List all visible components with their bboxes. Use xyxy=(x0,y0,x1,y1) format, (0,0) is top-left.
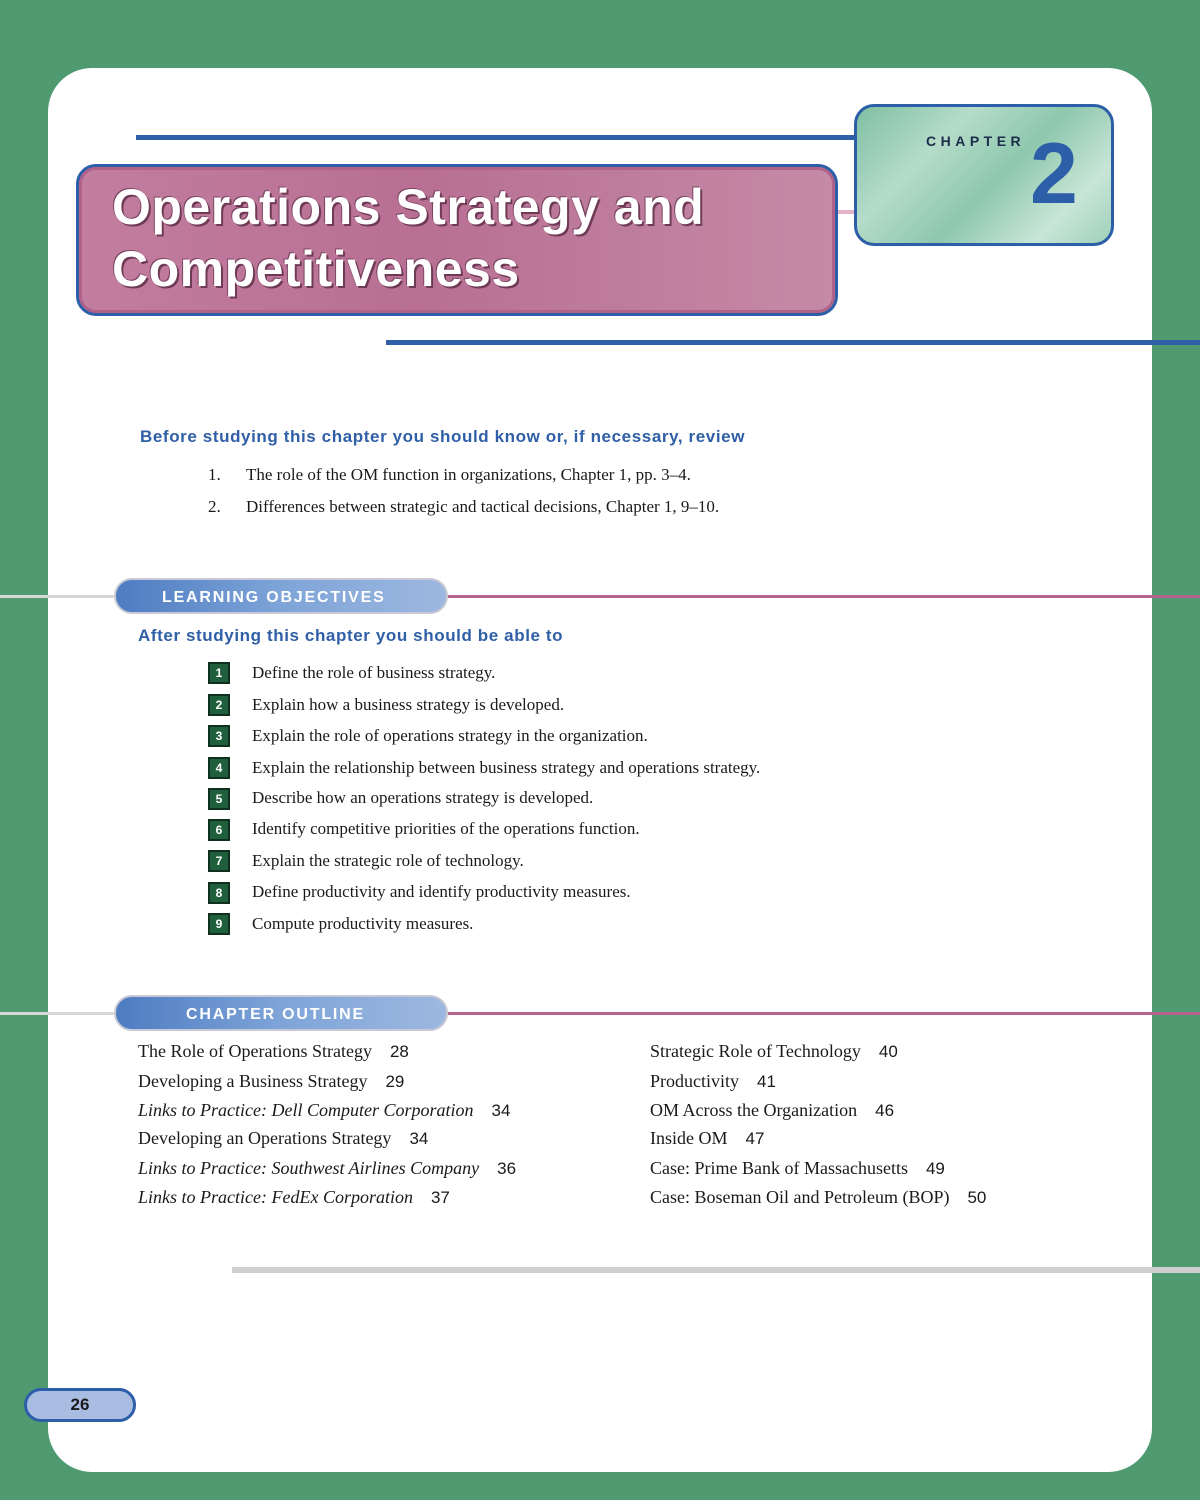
outline-item-page: 40 xyxy=(878,1042,898,1061)
objective-number-box: 3 xyxy=(208,725,230,747)
objective-item: Explain how a business strategy is developed. xyxy=(252,695,565,714)
prereq-item: Differences between strategic and tactical decisions, Chapter 1, 9–10. xyxy=(246,497,720,516)
outline-item-title: Developing an Operations Strategy xyxy=(138,1128,392,1148)
outline-item-title: Case: Prime Bank of Massachusetts xyxy=(650,1158,908,1178)
outline-item-page: 34 xyxy=(491,1101,511,1120)
objective-item: Explain the relationship between business strategy and operations strategy. xyxy=(252,758,761,777)
outline-band-left xyxy=(0,1012,120,1015)
objective-item: Explain the role of operations strategy in the organization. xyxy=(252,726,648,745)
chapter-number: 2 xyxy=(1030,126,1078,222)
objective-number-box: 9 xyxy=(208,913,230,935)
outline-item-title: The Role of Operations Strategy xyxy=(138,1041,372,1061)
prereq-item-num: 2. xyxy=(208,497,221,516)
objective-item: Compute productivity measures. xyxy=(252,914,474,933)
objective-number-box: 8 xyxy=(208,882,230,904)
outline-item-title: Developing a Business Strategy xyxy=(138,1071,368,1091)
objective-number-box: 5 xyxy=(208,788,230,810)
header-rule-top xyxy=(136,135,866,140)
outline-item xyxy=(138,1187,450,1208)
outline-item-page: 29 xyxy=(385,1072,405,1091)
outline-item-title: Links to Practice: FedEx Corporation xyxy=(138,1187,413,1207)
chapter-label: CHAPTER xyxy=(926,133,1026,149)
chapter-title-line2: Competitiveness xyxy=(112,241,520,297)
objective-item: Define the role of business strategy. xyxy=(252,663,496,682)
objective-number-box: 1 xyxy=(208,662,230,684)
page-number: 26 xyxy=(24,1388,136,1422)
outline-item xyxy=(650,1071,776,1092)
outline-item-title: OM Across the Organization xyxy=(650,1100,858,1120)
outline-item-page: 47 xyxy=(745,1129,765,1148)
outline-item xyxy=(138,1041,409,1062)
outline-item-title: Links to Practice: Dell Computer Corporation xyxy=(138,1100,474,1120)
objective-number-box: 7 xyxy=(208,850,230,872)
prereq-heading: Before studying this chapter you should know or, if necessary, review xyxy=(140,427,746,446)
chapter-outline-banner: CHAPTER OUTLINE xyxy=(114,995,448,1031)
outline-item-page: 28 xyxy=(389,1042,409,1061)
chapter-title xyxy=(112,176,832,300)
learning-objectives-banner: LEARNING OBJECTIVES xyxy=(114,578,448,614)
outline-item xyxy=(650,1158,945,1179)
outline-item xyxy=(650,1128,764,1149)
outline-item-page: 37 xyxy=(430,1188,450,1207)
objectives-band-left xyxy=(0,595,120,598)
outline-item-title: Case: Boseman Oil and Petroleum (BOP) xyxy=(650,1187,950,1207)
outline-item xyxy=(138,1071,404,1092)
objectives-heading: After studying this chapter you should be able to xyxy=(138,626,564,645)
outline-item-page: 36 xyxy=(497,1159,517,1178)
outline-item-page: 50 xyxy=(967,1188,987,1207)
chapter-title-line1: Operations Strategy and xyxy=(112,179,705,235)
outline-item xyxy=(138,1158,516,1179)
header-rule-bottom xyxy=(386,340,1200,345)
outline-item xyxy=(650,1041,898,1062)
outline-item-page: 34 xyxy=(409,1129,429,1148)
outline-item xyxy=(650,1187,986,1208)
prereq-item: The role of the OM function in organizations, Chapter 1, pp. 3–4. xyxy=(246,465,691,484)
objective-item: Describe how an operations strategy is developed. xyxy=(252,788,594,807)
objective-item: Identify competitive priorities of the operations function. xyxy=(252,819,640,838)
outline-item xyxy=(138,1100,510,1121)
outline-item xyxy=(138,1128,428,1149)
footer-rule xyxy=(232,1267,1200,1273)
outline-item-page: 49 xyxy=(925,1159,945,1178)
outline-item-page: 41 xyxy=(757,1072,776,1091)
objective-number-box: 2 xyxy=(208,694,230,716)
outline-item xyxy=(650,1100,894,1121)
objective-number-box: 4 xyxy=(208,757,230,779)
objectives-band-right xyxy=(440,595,1200,598)
outline-item-title: Links to Practice: Southwest Airlines Company xyxy=(138,1158,480,1178)
objective-item: Explain the strategic role of technology. xyxy=(252,851,524,870)
prereq-item-num: 1. xyxy=(208,465,221,484)
outline-item-title: Productivity xyxy=(650,1071,739,1091)
outline-item-page: 46 xyxy=(875,1101,895,1120)
outline-item-title: Strategic Role of Technology xyxy=(650,1041,861,1061)
objective-number-box: 6 xyxy=(208,819,230,841)
outline-item-title: Inside OM xyxy=(650,1128,728,1148)
objective-item: Define productivity and identify productivity measures. xyxy=(252,882,631,901)
outline-band-right xyxy=(440,1012,1200,1015)
